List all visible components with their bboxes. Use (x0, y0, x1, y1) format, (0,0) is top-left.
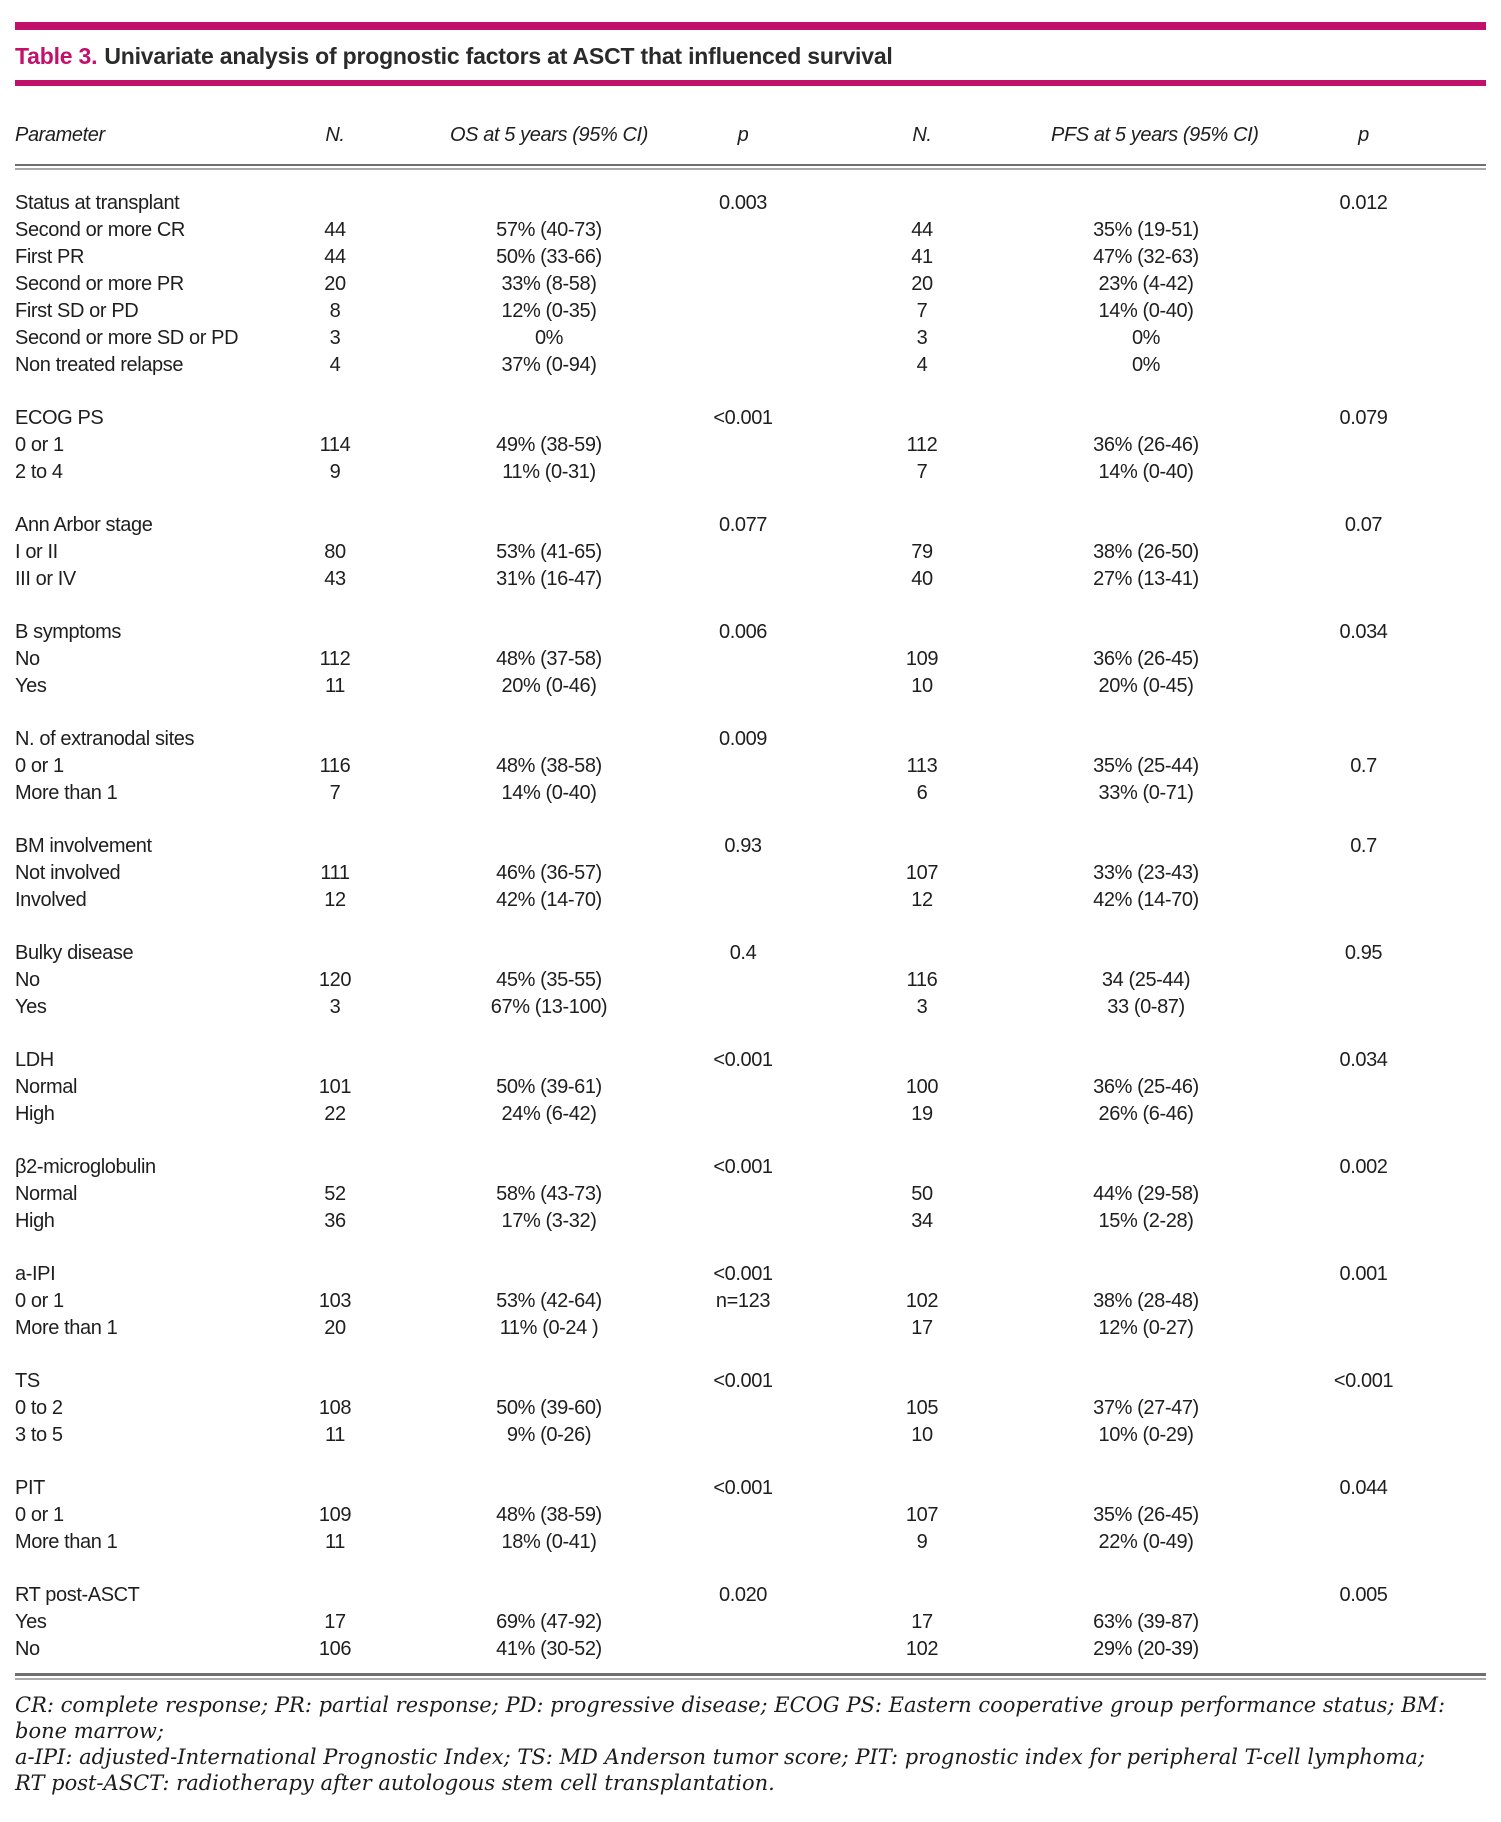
section-p-value: <0.001 (1333, 1370, 1394, 1392)
table-row (15, 432, 1486, 459)
title-underline-rule (15, 80, 1486, 86)
column-header-os: OS at 5 years (95% CI) (450, 123, 648, 146)
n-os-value: 12 (324, 889, 346, 911)
row-label: First PR (15, 246, 85, 268)
section-parameter: a-IPI (15, 1263, 56, 1285)
n-pfs-value: 79 (911, 541, 933, 563)
n-os-value: 11 (325, 1424, 345, 1446)
section-p-value: 0.003 (718, 192, 768, 214)
os-value: 11% (0-31) (502, 461, 596, 483)
os-value: 20% (0-46) (501, 675, 597, 697)
row-label: Non treated relapse (15, 354, 184, 376)
row-label: First SD or PD (15, 300, 139, 322)
table-section (15, 1154, 1486, 1235)
n-os-value: 36 (324, 1210, 346, 1232)
n-os-value: 80 (324, 541, 346, 563)
table-row (15, 298, 1486, 325)
section-p-value: 0.002 (1339, 1156, 1388, 1178)
pfs-value: 12% (0-27) (1098, 1317, 1194, 1339)
n-pfs-value: 12 (911, 889, 933, 911)
n-pfs-value: 6 (916, 782, 928, 804)
pfs-value: 42% (14-70) (1093, 889, 1199, 911)
row-label: No (15, 1638, 40, 1660)
header-divider-rule (15, 164, 1486, 170)
n-os-value: 101 (318, 1076, 352, 1098)
os-value: 50% (39-60) (496, 1397, 602, 1419)
table-row (15, 271, 1486, 298)
table-title-text: Univariate analysis of prognostic factors at ASCT that influenced survival (104, 43, 893, 69)
n-pfs-value: 10 (911, 1424, 933, 1446)
n-pfs-value: 17 (911, 1317, 933, 1339)
os-value: 11% (0-24 ) (499, 1317, 599, 1339)
section-header-row (15, 1154, 1486, 1181)
section-header-row (15, 512, 1486, 539)
p-os-value: n=123 (715, 1290, 771, 1312)
n-os-value: 3 (329, 327, 341, 349)
section-parameter: PIT (15, 1477, 45, 1499)
table-row (15, 217, 1486, 244)
section-p-value: <0.001 (713, 1156, 773, 1178)
section-header-row (15, 1261, 1486, 1288)
n-os-value: 3 (329, 996, 341, 1018)
row-label: 3 to 5 (15, 1424, 63, 1446)
section-p-value: 0.034 (1339, 1049, 1388, 1071)
n-pfs-value: 112 (906, 434, 938, 456)
os-value: 41% (30-52) (496, 1638, 602, 1660)
footnote-line: CR: complete response; PR: partial response; PD: progressive disease; ECOG PS: Eastern cooperative group performance status; BM: bone marrow; (15, 1693, 1446, 1743)
table-row (15, 1636, 1486, 1663)
section-p-value: 0.93 (724, 835, 762, 857)
row-label: No (15, 969, 40, 991)
pfs-value: 10% (0-29) (1098, 1424, 1194, 1446)
table-row (15, 646, 1486, 673)
n-pfs-value: 19 (911, 1103, 933, 1125)
n-os-value: 108 (318, 1397, 352, 1419)
os-value: 0% (534, 327, 564, 349)
table-row (15, 539, 1486, 566)
os-value: 17% (3-32) (501, 1210, 597, 1232)
table-row (15, 1074, 1486, 1101)
section-p-value: 0.044 (1339, 1477, 1388, 1499)
top-rule (15, 22, 1486, 30)
n-pfs-value: 102 (905, 1638, 939, 1660)
row-label: 0 or 1 (15, 1504, 64, 1526)
table-section (15, 1582, 1486, 1663)
os-value: 42% (14-70) (496, 889, 602, 911)
column-header-n-os: N. (325, 123, 345, 146)
table-body (15, 190, 1486, 1663)
n-os-value: 114 (319, 434, 351, 456)
section-p-value: 0.7 (1350, 835, 1377, 857)
n-os-value: 11 (325, 1531, 345, 1553)
pfs-value: 47% (32-63) (1093, 246, 1199, 268)
n-pfs-value: 17 (911, 1611, 933, 1633)
table-section (15, 1368, 1486, 1449)
n-pfs-value: 10 (911, 675, 933, 697)
n-pfs-value: 3 (916, 996, 928, 1018)
section-p-value: 0.95 (1344, 942, 1383, 964)
row-label: Not involved (15, 862, 121, 884)
n-pfs-value: 34 (911, 1210, 933, 1232)
pfs-value: 27% (13-41) (1093, 568, 1199, 590)
section-p-value: 0.034 (1339, 621, 1388, 643)
os-value: 24% (6-42) (501, 1103, 597, 1125)
n-pfs-value: 20 (911, 273, 933, 295)
table-row (15, 1181, 1486, 1208)
table-section (15, 1261, 1486, 1342)
section-parameter: β2-microglobulin (15, 1156, 156, 1178)
section-header-row (15, 619, 1486, 646)
pfs-value: 33% (23-43) (1093, 862, 1199, 884)
pfs-value: 23% (4-42) (1098, 273, 1194, 295)
section-header-row (15, 190, 1486, 217)
n-os-value: 44 (324, 219, 346, 241)
section-p-value: 0.012 (1339, 192, 1388, 214)
os-value: 50% (33-66) (496, 246, 602, 268)
pfs-value: 44% (29-58) (1093, 1183, 1199, 1205)
section-p-value: 0.077 (718, 514, 768, 536)
table-row (15, 566, 1486, 593)
table-row (15, 1529, 1486, 1556)
os-value: 46% (36-57) (496, 862, 602, 884)
section-parameter: ECOG PS (15, 407, 104, 429)
table-row (15, 1288, 1486, 1315)
pfs-value: 15% (2-28) (1098, 1210, 1194, 1232)
section-header-row (15, 726, 1486, 753)
section-p-value: <0.001 (713, 1263, 773, 1285)
os-value: 12% (0-35) (501, 300, 597, 322)
n-pfs-value: 44 (911, 219, 933, 241)
row-label: 2 to 4 (15, 461, 63, 483)
n-os-value: 9 (329, 461, 341, 483)
section-p-value: <0.001 (713, 1370, 773, 1392)
n-os-value: 43 (324, 568, 346, 590)
table-section (15, 940, 1486, 1021)
pfs-value: 37% (27-47) (1093, 1397, 1199, 1419)
n-pfs-value: 7 (916, 461, 928, 483)
n-pfs-value: 40 (911, 568, 933, 590)
table-row (15, 1315, 1486, 1342)
section-header-row (15, 405, 1486, 432)
column-header-row (15, 120, 1486, 150)
n-pfs-value: 102 (905, 1290, 939, 1312)
row-label: 0 or 1 (15, 1290, 64, 1312)
row-label: III or IV (15, 568, 76, 590)
table-section (15, 726, 1486, 807)
p-pfs-value: 0.7 (1350, 755, 1377, 777)
section-p-value: 0.07 (1344, 514, 1383, 536)
os-value: 58% (43-73) (496, 1183, 602, 1205)
n-os-value: 17 (324, 1611, 346, 1633)
pfs-value: 38% (26-50) (1093, 541, 1199, 563)
n-os-value: 109 (318, 1504, 352, 1526)
pfs-value: 35% (26-45) (1093, 1504, 1199, 1526)
section-header-row (15, 1475, 1486, 1502)
section-parameter: LDH (15, 1049, 54, 1071)
section-parameter: N. of extranodal sites (15, 728, 195, 750)
os-value: 45% (35-55) (496, 969, 602, 991)
n-os-value: 4 (329, 354, 341, 376)
n-os-value: 20 (324, 1317, 346, 1339)
pfs-value: 36% (26-46) (1093, 434, 1199, 456)
table-section (15, 833, 1486, 914)
pfs-value: 36% (26-45) (1093, 648, 1199, 670)
n-os-value: 116 (319, 755, 351, 777)
section-p-value: 0.009 (718, 728, 768, 750)
pfs-value: 33 (0-87) (1107, 996, 1185, 1018)
column-header-parameter: Parameter (15, 123, 105, 146)
row-label: 0 to 2 (15, 1397, 63, 1419)
row-label: Normal (15, 1183, 78, 1205)
table-row (15, 887, 1486, 914)
column-header-p-os: p (737, 123, 749, 146)
table-row (15, 1502, 1486, 1529)
row-label: High (15, 1210, 55, 1232)
os-value: 67% (13-100) (490, 996, 608, 1018)
column-header-n-pfs: N. (912, 123, 932, 146)
row-label: High (15, 1103, 55, 1125)
pfs-value: 14% (0-40) (1098, 461, 1194, 483)
n-pfs-value: 109 (905, 648, 939, 670)
section-p-value: 0.4 (729, 942, 757, 964)
footnote-divider-rule (15, 1673, 1486, 1680)
os-value: 18% (0-41) (501, 1531, 597, 1553)
table-row (15, 994, 1486, 1021)
os-value: 9% (0-26) (506, 1424, 592, 1446)
row-label: I or II (15, 541, 58, 563)
n-pfs-value: 4 (916, 354, 928, 376)
pfs-value: 22% (0-49) (1098, 1531, 1194, 1553)
n-pfs-value: 3 (916, 327, 928, 349)
section-header-row (15, 1582, 1486, 1609)
section-parameter: TS (15, 1370, 40, 1392)
table-row (15, 673, 1486, 700)
section-parameter: B symptoms (15, 621, 122, 643)
row-label: More than 1 (15, 1317, 118, 1339)
table-section (15, 1475, 1486, 1556)
table-section (15, 1047, 1486, 1128)
pfs-value: 26% (6-46) (1098, 1103, 1194, 1125)
pfs-value: 33% (0-71) (1098, 782, 1194, 804)
table-section (15, 619, 1486, 700)
pfs-value: 14% (0-40) (1098, 300, 1194, 322)
os-value: 57% (40-73) (496, 219, 602, 241)
os-value: 53% (42-64) (496, 1290, 602, 1312)
os-value: 69% (47-92) (496, 1611, 602, 1633)
table-3-figure (0, 22, 1501, 1796)
row-label: Yes (15, 996, 47, 1018)
table-section (15, 512, 1486, 593)
n-os-value: 52 (324, 1183, 346, 1205)
n-os-value: 120 (318, 969, 352, 991)
row-label: Yes (15, 675, 47, 697)
footnote-line: RT post-ASCT: radiotherapy after autologous stem cell transplantation. (15, 1771, 775, 1795)
n-pfs-value: 105 (905, 1397, 939, 1419)
table-section (15, 190, 1486, 379)
table-row (15, 780, 1486, 807)
section-parameter: Ann Arbor stage (15, 514, 153, 536)
n-pfs-value: 113 (906, 755, 938, 777)
n-pfs-value: 116 (906, 969, 938, 991)
table-number-label: Table 3. (15, 43, 98, 69)
n-os-value: 7 (329, 782, 341, 804)
os-value: 37% (0-94) (501, 354, 597, 376)
table-row (15, 1422, 1486, 1449)
section-parameter: Status at transplant (15, 192, 180, 214)
table-row (15, 325, 1486, 352)
section-header-row (15, 1047, 1486, 1074)
os-value: 48% (38-59) (496, 1504, 602, 1526)
n-os-value: 11 (325, 675, 345, 697)
n-os-value: 44 (324, 246, 346, 268)
pfs-value: 20% (0-45) (1098, 675, 1194, 697)
n-pfs-value: 107 (905, 862, 939, 884)
section-p-value: 0.020 (718, 1584, 768, 1606)
os-value: 53% (41-65) (496, 541, 602, 563)
column-header-pfs: PFS at 5 years (95% CI) (1051, 123, 1259, 146)
table-title (15, 42, 1486, 70)
os-value: 31% (16-47) (496, 568, 602, 590)
table-row (15, 860, 1486, 887)
row-label: No (15, 648, 40, 670)
footnote (15, 1692, 1486, 1796)
n-os-value: 8 (329, 300, 341, 322)
row-label: More than 1 (15, 1531, 118, 1553)
section-parameter: RT post-ASCT (15, 1584, 140, 1606)
os-value: 49% (38-59) (496, 434, 602, 456)
pfs-value: 35% (25-44) (1093, 755, 1199, 777)
n-os-value: 103 (318, 1290, 352, 1312)
pfs-value: 36% (25-46) (1093, 1076, 1199, 1098)
table-row (15, 1609, 1486, 1636)
pfs-value: 0% (1131, 327, 1161, 349)
table-row (15, 1208, 1486, 1235)
section-p-value: 0.001 (1339, 1263, 1388, 1285)
table-row (15, 459, 1486, 486)
n-pfs-value: 100 (905, 1076, 939, 1098)
n-os-value: 112 (319, 648, 351, 670)
n-pfs-value: 41 (911, 246, 933, 268)
n-pfs-value: 9 (916, 1531, 928, 1553)
os-value: 48% (37-58) (496, 648, 602, 670)
section-parameter: BM involvement (15, 835, 152, 857)
row-label: More than 1 (15, 782, 118, 804)
pfs-value: 0% (1131, 354, 1161, 376)
row-label: 0 or 1 (15, 755, 64, 777)
os-value: 33% (8-58) (501, 273, 597, 295)
table-row (15, 244, 1486, 271)
section-p-value: <0.001 (713, 407, 773, 429)
footnote-line: a-IPI: adjusted-International Prognostic Index; TS: MD Anderson tumor score; PIT: prognostic index for peripheral T-cell lymphoma; (15, 1745, 1425, 1769)
n-os-value: 20 (324, 273, 346, 295)
row-label: Normal (15, 1076, 78, 1098)
row-label: 0 or 1 (15, 434, 64, 456)
n-pfs-value: 50 (911, 1183, 933, 1205)
row-label: Yes (15, 1611, 47, 1633)
table-row (15, 1101, 1486, 1128)
row-label: Involved (15, 889, 87, 911)
table-row (15, 967, 1486, 994)
section-header-row (15, 940, 1486, 967)
pfs-value: 63% (39-87) (1093, 1611, 1199, 1633)
row-label: Second or more CR (15, 219, 185, 241)
row-label: Second or more SD or PD (15, 327, 239, 349)
section-p-value: 0.005 (1339, 1584, 1388, 1606)
n-os-value: 106 (318, 1638, 352, 1660)
section-header-row (15, 1368, 1486, 1395)
os-value: 14% (0-40) (501, 782, 597, 804)
n-pfs-value: 7 (916, 300, 928, 322)
pfs-value: 29% (20-39) (1093, 1638, 1199, 1660)
pfs-value: 34 (25-44) (1101, 969, 1191, 991)
section-p-value: 0.006 (718, 621, 768, 643)
row-label: Second or more PR (15, 273, 184, 295)
section-p-value: 0.079 (1339, 407, 1388, 429)
os-value: 48% (38-58) (496, 755, 602, 777)
n-pfs-value: 107 (905, 1504, 939, 1526)
table-row (15, 352, 1486, 379)
table-row (15, 753, 1486, 780)
n-os-value: 111 (320, 862, 350, 884)
pfs-value: 38% (28-48) (1093, 1290, 1199, 1312)
section-header-row (15, 833, 1486, 860)
section-p-value: <0.001 (713, 1049, 773, 1071)
table-section (15, 405, 1486, 486)
section-parameter: Bulky disease (15, 942, 134, 964)
column-header-p-pfs: p (1358, 123, 1369, 146)
n-os-value: 22 (324, 1103, 346, 1125)
os-value: 50% (39-61) (496, 1076, 602, 1098)
pfs-value: 35% (19-51) (1093, 219, 1199, 241)
table-row (15, 1395, 1486, 1422)
section-p-value: <0.001 (713, 1477, 773, 1499)
